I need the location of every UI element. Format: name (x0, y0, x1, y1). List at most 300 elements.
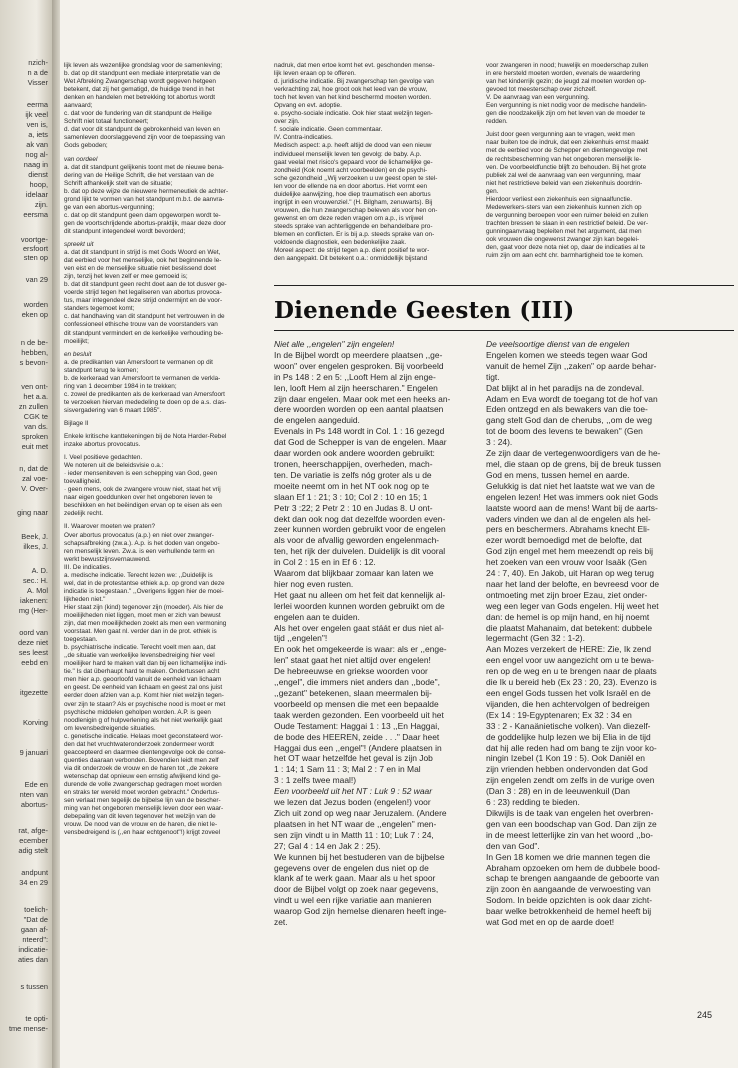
adjacent-page-fragment: A. Mol (27, 586, 48, 595)
adjacent-page-fragment: zn zullen (18, 402, 48, 411)
adjacent-page-fragment: Visser (27, 78, 48, 87)
text-line: moeilijkheden niet liggen, moet men er zich van bewust (64, 612, 221, 619)
text-line: lijk leven als wezenlijke grondslag voor de samenleving; (64, 62, 223, 69)
text-line: tot de boom des levens te bewaken" (Gen (486, 426, 643, 437)
text-line: In Gen 18 komen we drie mannen tegen die (486, 851, 651, 862)
text-line: Bijlage II (64, 419, 89, 427)
adjacent-page-fragment: nog al- (25, 150, 48, 159)
text-line: waarop God zijn hemelse dienaren heeft inge- (274, 906, 447, 917)
text-line: wetenschap dat opnieuw een ernstig afwijkend kind ge- (64, 772, 221, 780)
adjacent-page-fragment: ging naar (17, 508, 48, 517)
text-line: werkt bewustzijnsvernauwend. (64, 555, 151, 563)
text-line: 27; Gal 4 : 14 en Jak 2 : 25). (274, 840, 381, 851)
text-line: voorbeeld op mensen die met een bepaalde (274, 698, 439, 709)
text-line: dit standpunt vermindert en de kerkelijke verhouding be- (64, 329, 224, 337)
text-line: gen de voortschrijdende abortus-praktijk, maar deze door (64, 219, 226, 227)
text-line: ren menselijk leven. Zw.a. is een verhullende term en (64, 547, 215, 555)
text-line: in Ps 148 : 2 en 5: ,,Looft Hem al zijn enge- (274, 371, 436, 382)
text-line: wel, dat in de protestantse ethiek a.p. op grond van deze (64, 579, 225, 587)
adjacent-page-fragment: tme mense- (8, 1024, 48, 1033)
page-fold-shadow (52, 0, 60, 1068)
text-line: en besluit (64, 350, 92, 358)
text-line: a. medische indicatie. Terecht lezen we: ,,Duidelijk is (64, 571, 213, 579)
text-line: sen zijn vindt u in Matth 11 : 10; Luk 7 : 24, (274, 829, 434, 840)
adjacent-page-fragment: eersma (23, 210, 48, 219)
text-line: durende de volle zwangerschap gedragen moet worden (64, 780, 222, 788)
adjacent-page-fragment: ven ont- (21, 382, 48, 391)
text-line: aanvaard; (64, 102, 93, 110)
text-line: Zich uit zond op weg naar Jeruzalem. (Andere (274, 807, 447, 818)
text-line: men hier a.p. geoorloofd vanuit de eenheid van lichaam (64, 676, 222, 684)
text-line: b. dat op deze wijze de nieuwere hermeneutiek de achter- (64, 187, 229, 195)
text-line: ven eist en de menselijke situatie niet beslissend doet (64, 265, 217, 273)
text-line: Dat blijkt al in het paradijs na de zondeval. (486, 382, 645, 393)
text-line: schapsafbreking (zw.a.). A.p. is het doden van ongebo- (64, 539, 220, 547)
adjacent-page-fragment: sproken (21, 432, 48, 441)
adjacent-page-fragment: s bevon- (19, 358, 48, 367)
text-line: toch het leven van het kind beschermd moeten worden. (274, 94, 432, 102)
adjacent-page-fragment: "Dat de (23, 915, 48, 924)
text-line: Eden ontzegd en als bewakers van die toe- (486, 404, 648, 415)
adjacent-page-fragment: rat, afge- (18, 826, 48, 835)
text-line: ruim zijn om aan echt chr. barmhartigheid toe te komen. (486, 252, 644, 260)
text-line: te verzoeken hiervan mededeling te doen op de a.s. clas- (64, 398, 227, 406)
text-line: naar eigen goeddunken over het ongeboren leven te (64, 494, 213, 502)
column-nota-part1 (64, 62, 266, 837)
text-line: gen. (486, 187, 499, 195)
text-line: legermacht (Gen 32 : 1-2). (486, 633, 585, 644)
text-line: Medisch aspect: a.p. heeft altijd de dood van een nieuw (274, 142, 432, 150)
text-line: vindt u wel een rijke variatie aan manieren (274, 895, 432, 906)
text-line: inzake abortus provocatus. (64, 441, 141, 449)
text-line: klank af te werk gaan. Maar als u het spoor (274, 873, 436, 884)
text-line: om levensbedreigende situaties. (64, 724, 156, 732)
text-line: blemen en conflicten. Er is bij a.p. steeds sprake van on- (274, 230, 435, 238)
text-line: Dikwijls is de taak van engelen het overbren- (486, 807, 654, 818)
adjacent-page-fragment: Korving (22, 718, 48, 727)
text-line: met de eerbied voor de Schepper en dientengevolge met (486, 147, 648, 155)
text-line: naar buiten toe de indruk, dat een ziekenhuis ernst maakt (486, 139, 649, 147)
text-line: engelen aan te duiden. (274, 611, 360, 622)
text-line: laatste woord aan de mens! Want bij de aarts- (486, 502, 658, 513)
text-line: lijk leven eraan op te offeren. (274, 70, 356, 78)
text-line: tronen, heerschappijen, overheden, mach- (274, 458, 433, 469)
text-line: als voor de afvallig geworden engelenmach- (274, 535, 440, 546)
adjacent-page-fragment: eebd en (21, 658, 48, 667)
text-line: b. dat op dit standpunt een mediale interpretatie van de (64, 70, 221, 78)
text-line: De hebreeuwse en griekse woorden voor (274, 666, 428, 677)
text-line: Gods geboden; (64, 142, 108, 150)
adjacent-page-fragment: eerma (27, 100, 48, 109)
text-line: den, gaat voor deze nota niet op, daar de indicaties al te (486, 244, 646, 252)
adjacent-page-fragment: hebben, (21, 348, 48, 357)
text-line: zijn, dat men moeilijkheden zoekt als men een vermoning (64, 620, 227, 628)
text-line: tie." Is dat überhaupt hard te maken. Ondertussen acht (64, 668, 220, 676)
adjacent-page-edge (0, 0, 52, 1068)
text-line: dit standpunt integendeel wordt bevorderd; (64, 227, 186, 235)
text-line: redden. (486, 118, 508, 126)
text-line: 24 : 7, 40). En Jakob, uit Haran op weg terug (486, 568, 654, 579)
text-line: samenleven doorslaggevend zijn voor de toepassing van (64, 134, 225, 142)
text-line: vensbedreigend is (,,en haar echtgenoot"!) krijgt zoveel (64, 829, 221, 837)
adjacent-page-fragment: andpunt (21, 868, 48, 877)
text-line: ,,engel", die immers niet anders dan ,,bode", (274, 677, 440, 688)
text-line: sche gezondheid ,,Wij verzoeken u uw geest open te stel- (274, 174, 438, 182)
text-line: b. psychiatrische indicatie. Terecht voelt men aan, dat (64, 644, 216, 652)
text-line: gaat veelal met risico's gepaard voor de lichamelijke ge- (274, 158, 433, 166)
adjacent-page-fragment: nzich- (28, 58, 48, 67)
column-nota-part2 (274, 62, 479, 263)
text-line: beschikken en het beëindigen ervan op te eisen als een (64, 502, 222, 510)
text-line: standers tegemoet komt; (64, 305, 135, 313)
text-line: vanuit de hemel Zijn ,,zaken" op aarde behar- (486, 360, 657, 371)
text-line: en straks ter wereld moet worden gebracht." Ondertus- (64, 789, 220, 797)
text-line: d. juridische indicatie. Bij zwangerschap ten gevolge van (274, 78, 434, 86)
text-line: van het kinderrijk gezin; de jeugd zal moeten worden op- (486, 78, 647, 86)
title-bottom-rule (274, 330, 734, 331)
text-line: We noteren uit de beleidsvisie o.a.: (64, 462, 164, 470)
adjacent-page-fragment: ersfoort (22, 244, 48, 253)
text-line: grond lijkt te vormen van het standpunt m.b.t. de aanvra- (64, 195, 225, 203)
adjacent-page-fragment: 9 januari (19, 748, 48, 757)
text-line: toevalligheid. (64, 478, 102, 486)
text-line: moeite neemt om in het NT ook nog op te (274, 480, 430, 491)
text-line: dat God de Schepper is van de engelen. Maar (274, 437, 447, 448)
text-line: c. genetische indicatie. Helaas moet geconstateerd wor- (64, 732, 223, 740)
text-line: Schrift niet totaal functioneert; (64, 118, 149, 126)
text-line: Over abortus provocatus (a.p.) en niet over zwanger- (64, 531, 214, 539)
text-line: Enkele kritische kanttekeningen bij de Nota Harder-Rebel (64, 433, 227, 441)
text-line: den aangepakt. Dit betekent o.a.: onmiddellijk bijstand (274, 255, 428, 263)
adjacent-page-fragment: Beek, J. (21, 532, 48, 541)
text-line: zijn engelen zendt om zelfs in de vurige oven (486, 775, 655, 786)
text-line: in de meest letterlijke zin van het woord ,,bo- (486, 829, 653, 840)
text-line: Haggai dus een ,,engel"! (Andere plaatsen in (274, 742, 442, 753)
text-line: IV. Contra-indicaties. (274, 134, 333, 142)
adjacent-page-fragment: adig stelt (18, 846, 48, 855)
adjacent-page-fragment: hoop, (29, 180, 48, 189)
text-line: len, looft Hem al zijn heerscharen." Engelen (274, 382, 438, 393)
text-line: b. de kerkeraad van Amersfoort te vermanen de verkla- (64, 374, 221, 382)
text-line: mel, die staan op de grens, bij de breuk tussen (486, 458, 661, 469)
text-line: over zijn. (274, 118, 300, 126)
adjacent-page-fragment: worden (23, 300, 48, 309)
text-line: f. sociale indicatie. Geen commentaar. (274, 126, 383, 134)
adjacent-page-fragment: deze niet (18, 638, 48, 647)
text-line: de goddelijke hulp lezen we bij Elia in de tijd (486, 731, 651, 742)
text-line: 1 : 14; 1 Sam 11 : 3; Mal 2 : 7 en in Mal (274, 764, 421, 775)
text-line: den dat het vruchtwateronderzoek zondermeer wordt (64, 740, 214, 748)
text-line: een engel voor uw aangezicht om u te bewa- (486, 655, 654, 666)
text-line: denken en handelen met betrekking tot abortus wordt (64, 94, 215, 102)
text-line: we lezen dat Jezus boden (engelen!) voor (274, 797, 431, 808)
adjacent-page-fragment: indicatie- (18, 945, 48, 954)
text-line: individueel menselijk leven ten gevolg: de baby. A.p. (274, 150, 422, 158)
text-line: e. psycho-sociale indicatie. Ook hier staat welzijn tegen- (274, 110, 433, 118)
adjacent-page-fragment: voortge- (20, 235, 48, 244)
adjacent-page-fragment: a, iets (28, 130, 48, 139)
text-line: publiek zal wel de aanvraag van een vergunning, maar (486, 171, 641, 179)
text-line: wat God met en op de aarde doet! (486, 917, 615, 928)
text-line: duidelijke aanwijzing, hoe diep traumatisch een abortus (274, 190, 431, 198)
text-line: daar worden ook andere woorden gebruikt: (274, 448, 435, 459)
text-line: tus, maar integendeel deze strijd ondermijnt en de voor- (64, 297, 223, 305)
article-column-right (486, 339, 696, 928)
adjacent-page-fragment: itgezette (20, 688, 48, 697)
column-nota-part3 (486, 62, 696, 260)
text-line: in Col 2 : 15 en in Ef 6 : 12. (274, 557, 376, 568)
text-line: voor zwangeren in nood; huwelijk en moederschap zullen (486, 62, 649, 69)
text-line: Engelen komen we steeds tegen waar God (486, 349, 648, 360)
adjacent-page-fragment: zal voe- (22, 474, 48, 483)
text-line: Schrift afhankelijk stelt van de situatie; (64, 179, 173, 187)
text-line: taak werden gezonden. Een voorbeeld uit het (274, 709, 444, 720)
text-line: Het gaat nu alleen om het feit dat kennelijk al- (274, 589, 446, 600)
text-line: schap te brengen aangaande de geboorte van (486, 873, 660, 884)
text-line: c. dat voor de fundering van dit standpunt de Heilige (64, 110, 212, 118)
text-line: Adam en Eva wordt de toegang tot de hof van (486, 393, 658, 404)
adjacent-page-fragment: van ds. (24, 422, 48, 431)
text-line: (Ex 14 : 19-Egyptenaren; Ex 32 : 34 en (486, 709, 632, 720)
text-line: ,,gezant" betekenen, slaan meermalen bij- (274, 688, 432, 698)
text-line: standpunt terug te komen; (64, 366, 139, 374)
text-line: Aan Mozes verzekert de HERE: Zie, Ik zend (486, 644, 652, 655)
article-top-rule (274, 285, 734, 286)
text-line: gewenst en om deze reden vragen om a.p., is vrijwel (274, 214, 424, 222)
adjacent-page-fragment: n a de (27, 68, 48, 77)
magazine-page (60, 0, 738, 1068)
adjacent-page-fragment: CGK te (23, 412, 48, 421)
adjacent-page-fragment: A. D. (31, 566, 48, 575)
text-line: steeds sprake van achterliggende en behandelbare pro- (274, 222, 433, 230)
text-line: ook vrouwen die ongewenst zwanger zijn kan begelei- (486, 235, 640, 243)
adjacent-page-fragment: nten van (19, 790, 48, 799)
adjacent-page-fragment: dienst (28, 170, 48, 179)
text-line: gevoed tot meesterschap over zichzelf. (486, 86, 597, 94)
adjacent-page-fragment: ijk veel (25, 110, 48, 119)
text-line: 3 : 24). (486, 437, 513, 448)
text-line: moeilijkt; (64, 337, 89, 345)
text-line: weg een leger van Gods engelen. Hij weet het (486, 600, 659, 611)
text-line: III. De indicaties. (64, 563, 112, 571)
text-line: indicatie is toegestaan." ,,Overigens liggen hier de moei- (64, 587, 224, 595)
text-line: sisvergadering van 6 maart 1985". (64, 406, 162, 414)
text-line: ring van 1 december 1984 in te trekken; (64, 382, 177, 390)
text-line: b. dat dit standpunt geen recht doet aan de tot dusver ge- (64, 281, 227, 289)
adjacent-page-fragment: sten op (23, 253, 48, 262)
adjacent-page-fragment: iakenen: (20, 596, 48, 605)
text-line: lerlei woorden kunnen worden gebruikt om de (274, 600, 445, 611)
text-line: dan: de hemel is op mijn hand, en hij noemt (486, 611, 650, 622)
text-line: Waarom dat blijkbaar zomaar kan laten we (274, 568, 434, 579)
text-line: Gelukkig is dat niet het laatste wat we van de (486, 480, 655, 491)
text-line: woon" over engelen gesproken. Bij voorbeeld (274, 360, 444, 371)
text-line: de engelen aangeduid. (274, 415, 360, 426)
adjacent-page-fragment: Ede en (24, 780, 48, 789)
text-line: c. dat handhaving van dit standpunt het vertrouwen in de (64, 313, 225, 321)
text-line: sen verlaat men tegelijk de bijbelse lijn van de bescher- (64, 797, 221, 805)
text-line: len voor de ellende na en door abortus. Het vormt een (274, 182, 428, 190)
text-line: ezer wordt bemoedigd met de belofte, dat (486, 535, 642, 546)
text-line: I. Veel positieve gedachten. (64, 454, 143, 462)
text-line: psychische middelen geholpen worden. A.P. is geen (64, 708, 211, 716)
adjacent-page-fragment: nteerd": (22, 935, 48, 944)
text-line: II. Waarover moeten we praten? (64, 523, 156, 531)
text-line: Wet Afbreking Zwangerschap wordt gegeven hetgeen (64, 78, 216, 86)
article-column-left (274, 339, 480, 928)
text-line: 6 : 23) redding te bieden. (486, 797, 580, 808)
text-line: Moreel aspect: de strijd tegen a.p. dient positief te wor- (274, 247, 430, 255)
text-line: van oordeel (64, 155, 98, 163)
text-line: zijn zoon èn aangaande de verwoesting van (486, 884, 651, 895)
adjacent-page-fragment: n, dat de (19, 464, 48, 473)
adjacent-page-fragment: mg (Her- (18, 606, 48, 615)
adjacent-page-fragment: s tussen (20, 982, 48, 991)
page-number: 245 (697, 1010, 713, 1020)
text-line: slaan Ef 1 : 21; 3 : 10; Col 2 : 10 en 15; 1 (274, 491, 428, 502)
text-line: · geen mens, ook de zwangere vrouw niet, staat het vrij (64, 486, 221, 494)
text-line: confessioneel ethische trouw van de voorstanders van (64, 321, 218, 329)
text-line: gegevens over de engelen dus niet op de (274, 862, 429, 873)
adjacent-page-fragment: ven is, (26, 120, 48, 129)
text-line: Een vergunning is niet nodig voor de medische handelin- (486, 102, 647, 110)
text-line: In de Bijbel wordt op meerdere plaatsen ,,ge- (274, 349, 443, 360)
text-line: ge van een abortus-vergunning; (64, 203, 155, 211)
text-line: ten, het rijk der duivelen. Duidelijk is dit vooral (274, 546, 446, 557)
text-line: niet het restrictieve beleid van een ziekenhuis doordrin- (486, 179, 643, 187)
text-line: spreekt uit (64, 240, 94, 248)
text-line: Oude Testament: Haggai 1 : 13 ,,En Haggai, (274, 720, 440, 731)
text-line: ,,de situatie van werkelijke levensbedreiging hier veel (64, 652, 215, 660)
text-line: engelen lezen! Het was immers ook niet Gods (486, 491, 659, 502)
text-line: verkrachting zal, hoe groot ook het leed van de vrouw, (274, 86, 428, 94)
text-line: dat hij alle reden had om bang te zijn voor ko- (486, 742, 657, 753)
text-line: den van God". (486, 840, 540, 851)
text-line: zeer kunnen worden gebruikt voor de engelen (274, 524, 446, 535)
text-line: vijanden, die hen achtervolgen of bedreigen (486, 698, 650, 709)
text-line: Petr 3 :22; 2 Petr 2 : 10 en Judas 8. U ont- (274, 502, 433, 513)
text-line: debepaling van dit leven tegenover het welzijn van de (64, 813, 216, 821)
adjacent-page-fragment: ecember (19, 836, 48, 845)
text-line: d. dat voor dit standpunt de gebrokenheid van leven en (64, 126, 220, 134)
text-line: dere woorden worden op een aantal plaatsen (274, 404, 444, 415)
adjacent-page-fragment: 34 en 29 (19, 878, 48, 887)
text-line: vrouwen, die hun zwangerschap beleven als voor hen on- (274, 206, 438, 214)
adjacent-page-fragment: abortus- (20, 800, 48, 809)
adjacent-page-fragment: euit met (21, 442, 48, 451)
text-line: nadruk, dat men ertoe komt het evt. geschonden mense- (274, 62, 435, 69)
text-line: toegestaan. (64, 636, 98, 644)
text-line: voldoende diagnostiek, een bedenkelijke zaak. (274, 239, 407, 247)
text-line: door de Bijbel volgt op zoek naar gegevens, (274, 884, 439, 895)
text-line: trachten bressen te slaan in een restrictief beleid. De ver- (486, 219, 648, 227)
text-line: · ieder menseniteven is een schepping van God, geen (64, 470, 218, 478)
text-line: zijn vrienden hebben ondervonden dat God (486, 764, 648, 775)
adjacent-page-fragment: van 29 (25, 275, 48, 284)
article-title: Dienende Geesten (III) (274, 297, 575, 324)
text-line: betekent, dat zij het gematigd, de huidige trend in het (64, 86, 215, 94)
text-line: Abraham opzoeken om hem de dubbele bood- (486, 862, 661, 873)
adjacent-page-fragment: oord van (19, 628, 48, 637)
text-line: V. De aanvraag van een vergunning. (486, 94, 590, 102)
text-line: 33 : 2 - Kanaänietische volken). Van diezelf- (486, 720, 651, 731)
text-line: a. dat dit standpunt in strijd is met Gods Woord en Wet, (64, 249, 221, 257)
text-line: het OT waar hetzelfde het geval is zijn Job (274, 753, 433, 764)
text-line: moeilijker hard te maken valt dan bij een lichamelijke indi- (64, 660, 228, 668)
text-line: 3 : 1 zelfs twee maal!) (274, 775, 357, 786)
text-line: c. zowel de predikanten als de kerkeraad van Amersfoort (64, 390, 225, 398)
text-line: gen van een boodschap van God. Dan zijn ze (486, 818, 657, 829)
text-line: ingrijpt in een vrouwenziel." (H. Bilgham, zenuwarts). Bij (274, 198, 433, 206)
text-line: God zijn engel met hem meezendt op reis bij (486, 546, 653, 557)
text-line: vrouw. De nood van de vrouw en de haren, die niet le- (64, 821, 218, 829)
text-line: Hierdoor verliest een ziekenhuis een signaalfunctie. (486, 195, 633, 203)
text-line: zet. (274, 917, 288, 928)
text-line: c. dat op dit standpunt geen dam opgeworpen wordt te- (64, 211, 221, 219)
text-line: een engel Gods tussen het volk Israël en de (486, 688, 651, 698)
text-line: a. de predikanten van Amersfoort te vermanen op dit (64, 358, 213, 366)
text-line: Hier staat zijn (kind) tegenover zijn (moeder). Als hier de (64, 603, 224, 611)
text-line: tigt. (486, 371, 500, 382)
adjacent-page-fragment: ak van (26, 140, 48, 149)
text-line: het zoeken van een vrouw voor Isaäk (Gen (486, 557, 647, 568)
text-line: en geest. De eenheid van lichaam en geest zal ons juist (64, 684, 223, 692)
text-line: Sodom. In beide opzichten is ook daar zicht- (486, 895, 653, 906)
text-line: die Ik u bereid heb (Ex 23 : 20, 23). Evenzo is (486, 677, 657, 688)
text-line: de vergunning beroepen voor een ruimer beleid en zullen (486, 211, 649, 219)
text-line: (Dan 3 : 28) en in de leeuwenkuil (Dan (486, 786, 630, 797)
adjacent-page-fragment: eken op (21, 310, 48, 319)
text-line: Medewerkers-sters van een ziekenhuis kunnen zich op (486, 203, 642, 211)
text-line: zedelijk recht. (64, 510, 104, 518)
text-line: lijkheden niet." (64, 595, 106, 603)
text-line: eerder doen afzien van a.p. Komt hier niet welzijn tegen- (64, 692, 224, 700)
text-line: a. dat dit standpunt gelijkenis toont met de nieuwe bena- (64, 163, 224, 171)
text-line: pers en beschermers. Abrahams knecht Eli- (486, 524, 650, 535)
text-line: dering van de Heilige Schrift, die het verstaan van de (64, 171, 214, 179)
text-line: dekt dan ook nog dat dezelfde woorden even- (274, 513, 446, 524)
adjacent-page-fragment: ses leest (18, 648, 48, 657)
text-line: voerde strijd tegen het legaliseren van abortus provoca- (64, 289, 222, 297)
adjacent-page-fragment: het a.a. (23, 392, 48, 401)
text-line: noodlenigin g of hulpverlening als het niet werkelijk gaat (64, 716, 223, 724)
text-line: ningin Izebel (1 Kon 19 : 5). Ook Daniël en (486, 753, 646, 764)
text-line: zijn daar engelen. Maar ook met een heeks an- (274, 393, 451, 404)
text-line: ren op de weg en u te brengen naar de plaats (486, 666, 657, 677)
text-line: Opvang en evt. adoptie. (274, 102, 342, 110)
text-line: hier nog even rusten. (274, 578, 354, 589)
text-line: Juist door geen vergunning aan te vragen, wekt men (486, 131, 635, 139)
adjacent-page-fragment: te opti- (25, 1014, 48, 1023)
adjacent-page-fragment: aties dan (18, 955, 48, 964)
text-line: naar het land der belofte, en bevreesd voor de (486, 578, 660, 589)
text-line: over zijn te staan? Als er psychische nood is moet er met (64, 700, 226, 708)
text-line: Een voorbeeld uit het NT : Luk 9 : 52 waar (274, 786, 433, 797)
adjacent-page-fragment: V. Over- (21, 484, 48, 493)
text-line: in ere hersteld moeten worden, evenals de waardering (486, 70, 641, 78)
adjacent-page-fragment: toelich- (24, 905, 48, 914)
text-line: ven. De voorbeeldfunctie blijft zo behouden. Bij het grote (486, 163, 647, 171)
text-line: We kunnen bij het bestuderen van de bijbelse (274, 851, 445, 862)
text-line: de bode des HEEREN, zeide . . ." Daar heet (274, 731, 440, 742)
adjacent-page-fragment: naag in (23, 160, 48, 169)
text-line: Als het over engelen gaat stáát er dus niet al- (274, 622, 444, 633)
text-line: baar welke betrokkenheid de hemel heeft bij (486, 906, 652, 917)
text-line: quenties daaraan verbonden. Bovendien leidt men zelf (64, 756, 219, 764)
text-line: zondheid (Kok noemt acht voorbeelden) en de psychi- (274, 166, 428, 174)
adjacent-page-fragment: ilkes, J. (23, 542, 48, 551)
text-line: Ze zijn daar de vertegenwoordigers van de he- (486, 448, 661, 459)
